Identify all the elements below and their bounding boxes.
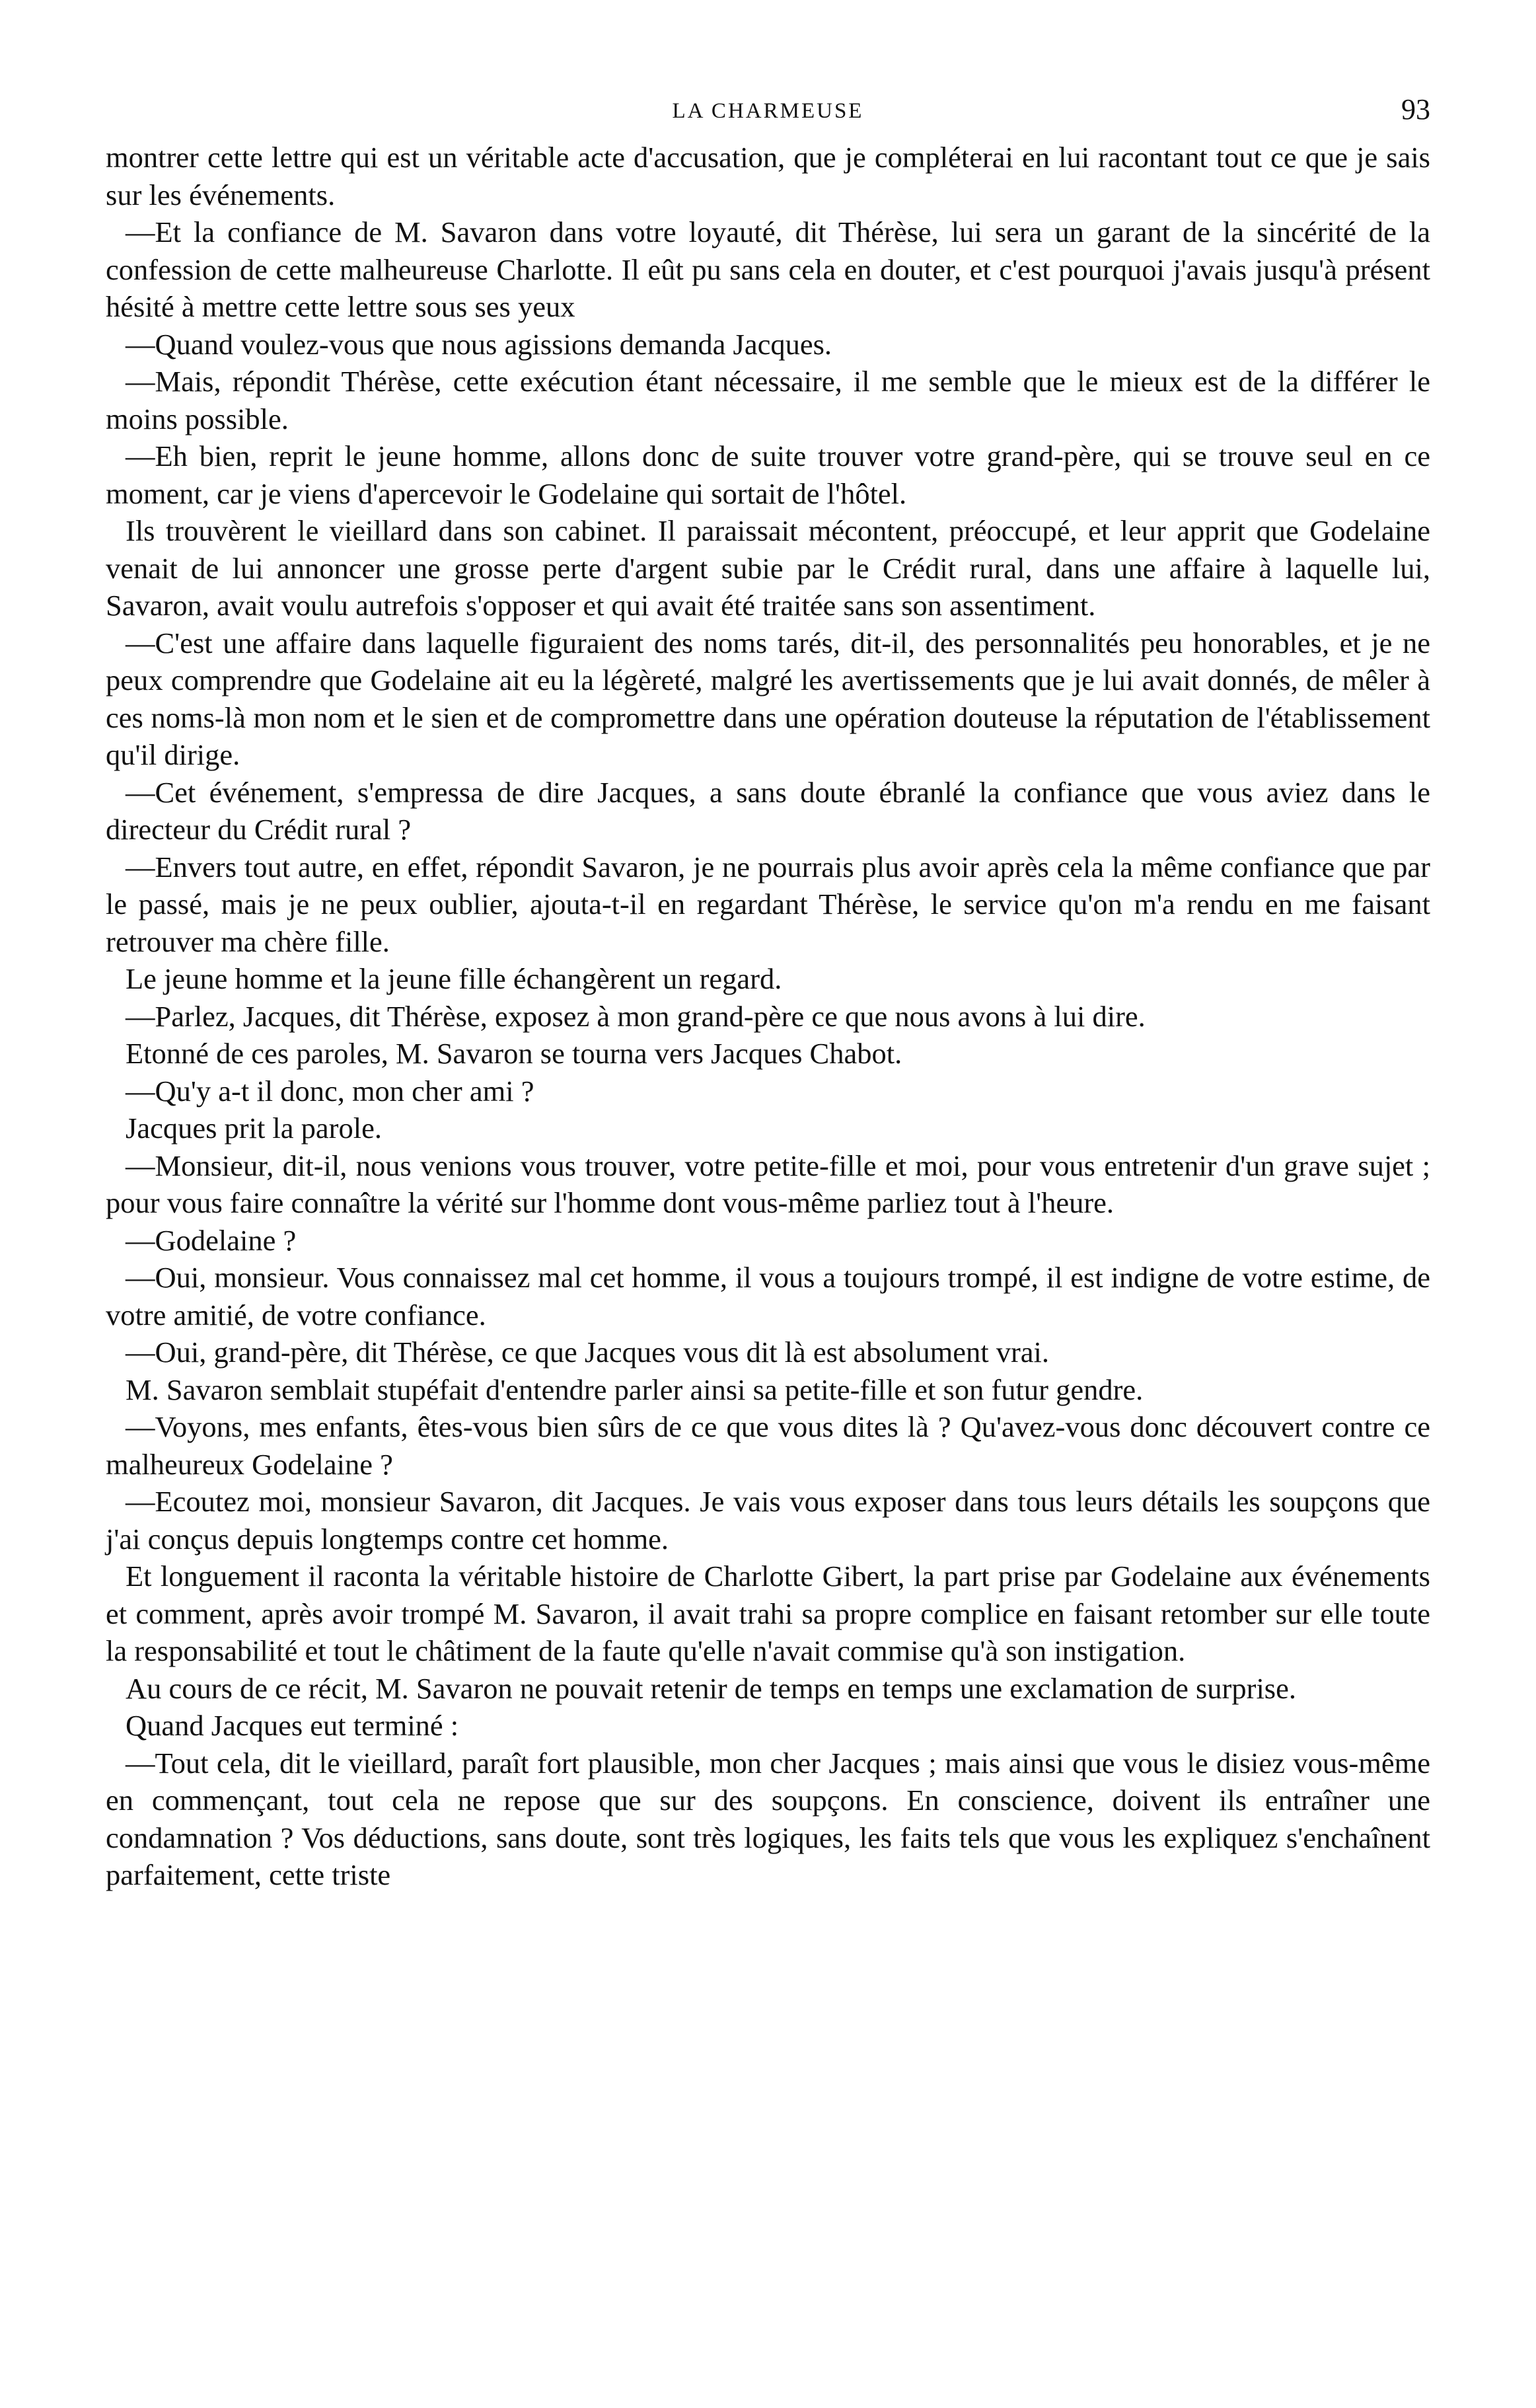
paragraph: Au cours de ce récit, M. Savaron ne pouvait retenir de temps en temps une exclamation de surprise. [126, 1671, 1297, 1705]
paragraph: —Parlez, Jacques, dit Thérèse, exposez à mon grand-père ce que nous avons à lui dire. [126, 999, 1146, 1033]
paragraph: —Et la confiance de M. Savaron dans votre loyauté, dit Thérèse, lui sera un garant de la sincérité de la confession de cette malheureuse Charlotte. Il eût pu sans cela en douter, et c'est pourquoi j'avais jusqu'à présent hésité à mettre cette lettre sous ses yeux [106, 215, 1430, 323]
paragraph: —C'est une affaire dans laquelle figuraient des noms tarés, dit-il, des personnalités peu honorables, et je ne peux comprendre que Godelaine ait eu la légèreté, malgré les avertissements que je lui avait donnés, de mêler à ces noms-là mon nom et le sien et de compromettre dans une opération douteuse la réputation de l'établissement qu'il dirige. [106, 626, 1430, 771]
paragraph: —Qu'y a-t il donc, mon cher ami ? [126, 1074, 534, 1108]
paragraph: —Oui, grand-père, dit Thérèse, ce que Jacques vous dit là est absolument vrai. [126, 1336, 1050, 1369]
paragraph: —Monsieur, dit-il, nous venions vous trouver, votre petite-fille et moi, pour vous entretenir d'un grave sujet ; pour vous faire connaître la vérité sur l'homme dont vous-même parliez tout à l'heure. [106, 1148, 1430, 1219]
paragraph: —Voyons, mes enfants, êtes-vous bien sûrs de ce que vous dites là ? Qu'avez-vous donc découvert contre ce malheureux Godelaine ? [106, 1410, 1430, 1481]
paragraph: —Mais, répondit Thérèse, cette exécution étant nécessaire, il me semble que le mieux est de la différer le moins possible. [106, 365, 1430, 435]
paragraph: Quand Jacques eut terminé : [126, 1709, 459, 1742]
page-header [106, 86, 1430, 139]
page-number: 93 [1401, 93, 1430, 126]
paragraph: —Quand voulez-vous que nous agissions demanda Jacques. [126, 327, 832, 361]
paragraph: —Eh bien, reprit le jeune homme, allons donc de suite trouver votre grand-père, qui se trouve seul en ce moment, car je viens d'apercevoir le Godelaine qui sortait de l'hôtel. [106, 439, 1430, 510]
paragraph: M. Savaron semblait stupéfait d'entendre parler ainsi sa petite-fille et son futur gendre. [126, 1373, 1144, 1406]
body-text [106, 139, 1430, 1894]
paragraph: —Cet événement, s'empressa de dire Jacques, a sans doute ébranlé la confiance que vous aviez dans le directeur du Crédit rural ? [106, 775, 1430, 846]
paragraph: —Tout cela, dit le vieillard, paraît fort plausible, mon cher Jacques ; mais ainsi que vous le disiez vous-même en commençant, tout cela ne repose que sur des soupçons. En conscience, doivent ils entraîner une condamnation ? Vos déductions, sans doute, sont très logiques, les faits tels que vous les expliquez s'enchaînent parfaitement, cette triste [106, 1746, 1430, 1891]
paragraph: Le jeune homme et la jeune fille échangèrent un regard. [126, 962, 782, 995]
paragraph: Jacques prit la parole. [126, 1111, 382, 1145]
paragraph: montrer cette lettre qui est un véritable acte d'accusation, que je compléterai en lui racontant tout ce que je sais sur les événements. [106, 141, 1430, 211]
paragraph: —Envers tout autre, en effet, répondit Savaron, je ne pourrais plus avoir après cela la même confiance que par le passé, mais je ne peux oublier, ajouta-t-il en regardant Thérèse, le service qu'on m'a rendu en me faisant retrouver ma chère fille. [106, 850, 1430, 958]
paragraph: —Oui, monsieur. Vous connaissez mal cet homme, il vous a toujours trompé, il est indigne de votre estime, de votre amitié, de votre confiance. [106, 1261, 1430, 1332]
paragraph: Etonné de ces paroles, M. Savaron se tourna vers Jacques Chabot. [126, 1037, 902, 1070]
paragraph: Et longuement il raconta la véritable histoire de Charlotte Gibert, la part prise par Godelaine aux événements et comment, après avoir trompé M. Savaron, il avait trahi sa propre complice en faisant retomber sur elle toute la responsabilité et tout le châtiment de la faute qu'elle n'avait commise qu'à son instigation. [106, 1560, 1430, 1667]
book-page [106, 86, 1430, 1894]
paragraph: —Godelaine ? [126, 1223, 297, 1257]
running-title: LA CHARMEUSE [672, 99, 864, 123]
paragraph: Ils trouvèrent le vieillard dans son cabinet. Il paraissait mécontent, préoccupé, et leur apprit que Godelaine venait de lui annoncer une grosse perte d'argent subie par le Crédit rural, dans une affaire à laquelle lui, Savaron, avait voulu autrefois s'opposer et qui avait été traitée sans son assentiment. [106, 514, 1430, 622]
paragraph: —Ecoutez moi, monsieur Savaron, dit Jacques. Je vais vous exposer dans tous leurs détails les soupçons que j'ai conçus depuis longtemps contre cet homme. [106, 1485, 1430, 1556]
